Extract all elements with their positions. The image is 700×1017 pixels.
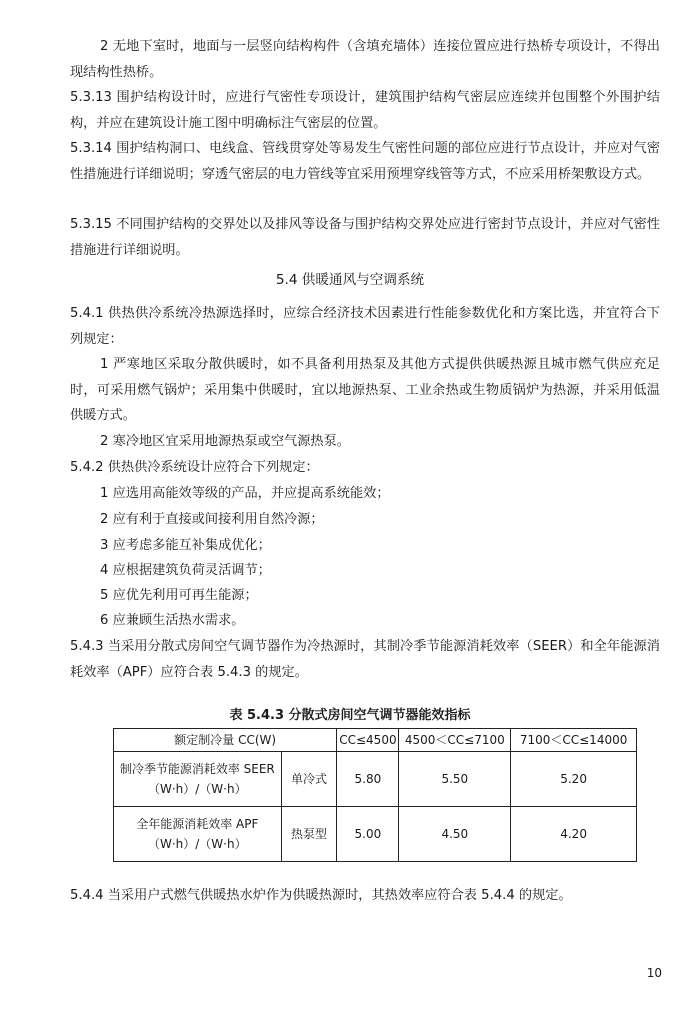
cell-apf-2: 4.50	[399, 807, 511, 862]
paragraph-5-4-4: 5.4.4 当采用户式燃气供暖热水炉作为供暖热源时，其热效率应符合表 5.4.4 的规定。	[70, 888, 572, 903]
paragraph-5-4-2-item-5: 5 应优先利用可再生能源；	[100, 588, 258, 603]
table-caption: 表 5.4.3 分散式房间空气调节器能效指标	[229, 708, 471, 723]
table-header-row	[114, 729, 637, 752]
paragraph-5-4-3: 5.4.3 当采用分散式房间空气调节器作为冷热源时，其制冷季节能源消耗效率（SEER）和全年能源消耗效率（APF）应符合表 5.4.3 的规定。	[70, 639, 660, 680]
row-label-apf-line1: 全年能源消耗效率 APF	[136, 817, 259, 831]
paragraph-5-3-13: 5.3.13 围护结构设计时，应进行气密性专项设计，建筑围护结构气密层应连续并包围整个外围护结构，并应在建筑设计施工图中明确标注气密层的位置。	[70, 90, 660, 131]
paragraph-5-4-1: 5.4.1 供热供冷系统冷热源选择时，应综合经济技术因素进行性能参数优化和方案比选，并宜符合下列规定：	[70, 306, 660, 347]
table-row-apf	[114, 807, 637, 862]
paragraph-5-4-2-item-1: 1 应选用高能效等级的产品，并应提高系统能效；	[100, 486, 390, 501]
paragraph-5-4-2-item-4: 4 应根据建筑负荷灵活调节；	[100, 563, 271, 578]
row-label-seer	[114, 752, 282, 807]
paragraph-5-4-1-item-2: 2 寒冷地区宜采用地源热泵或空气源热泵。	[100, 434, 350, 449]
paragraph-5-3-12-item-2: 2 无地下室时，地面与一层竖向结构构件（含填充墙体）连接位置应进行热桥专项设计，不得出现结构性热桥。	[70, 39, 660, 80]
cell-seer-1: 5.80	[337, 752, 399, 807]
energy-efficiency-table	[113, 728, 637, 862]
header-col-2: 4500＜CC≤7100	[399, 729, 511, 752]
row-label-seer-line2: （W·h）/（W·h）	[147, 782, 247, 796]
paragraph-5-3-15: 5.3.15 不同围护结构的交界处以及排风等设备与围护结构交界处应进行密封节点设计，并应对气密性措施进行详细说明。	[70, 217, 660, 258]
paragraph-5-4-2-item-3: 3 应考虑多能互补集成优化；	[100, 538, 271, 553]
row-label-seer-line1: 制冷季节能源消耗效率 SEER	[119, 762, 275, 776]
section-heading-5-4: 5.4 供暖通风与空调系统	[275, 272, 425, 288]
header-rated-capacity: 额定制冷量 CC(W)	[114, 729, 337, 752]
table-row-seer	[114, 752, 637, 807]
paragraph-5-4-1-item-1: 1 严寒地区采取分散供暖时，如不具备利用热泵及其他方式提供供暖热源且城市燃气供应充足时，可采用燃气锅炉；采用集中供暖时，宜以地源热泵、工业余热或生物质锅炉为热源，并采用低温供暖方式。	[70, 357, 660, 423]
paragraph-5-4-2: 5.4.2 供热供冷系统设计应符合下列规定：	[70, 460, 319, 475]
cell-seer-3: 5.20	[511, 752, 637, 807]
cell-apf-1: 5.00	[337, 807, 399, 862]
header-col-3: 7100＜CC≤14000	[511, 729, 637, 752]
cell-seer-2: 5.50	[399, 752, 511, 807]
paragraph-5-4-2-item-2: 2 应有利于直接或间接利用自然冷源；	[100, 512, 324, 527]
paragraph-5-4-2-item-6: 6 应兼顾生活热水需求。	[100, 613, 245, 628]
cell-apf-3: 4.20	[511, 807, 637, 862]
header-col-1: CC≤4500	[337, 729, 399, 752]
page-number: 10	[646, 966, 662, 980]
row-type-heat-pump: 热泵型	[281, 807, 337, 862]
row-type-cooling-only: 单冷式	[281, 752, 337, 807]
paragraph-5-3-14: 5.3.14 围护结构洞口、电线盒、管线贯穿处等易发生气密性问题的部位应进行节点设计，并应对气密性措施进行详细说明；穿透气密层的电力管线等宜采用预埋穿线管等方式，不应采用桥架敷设方式。	[70, 141, 660, 182]
row-label-apf-line2: （W·h）/（W·h）	[147, 837, 247, 851]
row-label-apf	[114, 807, 282, 862]
